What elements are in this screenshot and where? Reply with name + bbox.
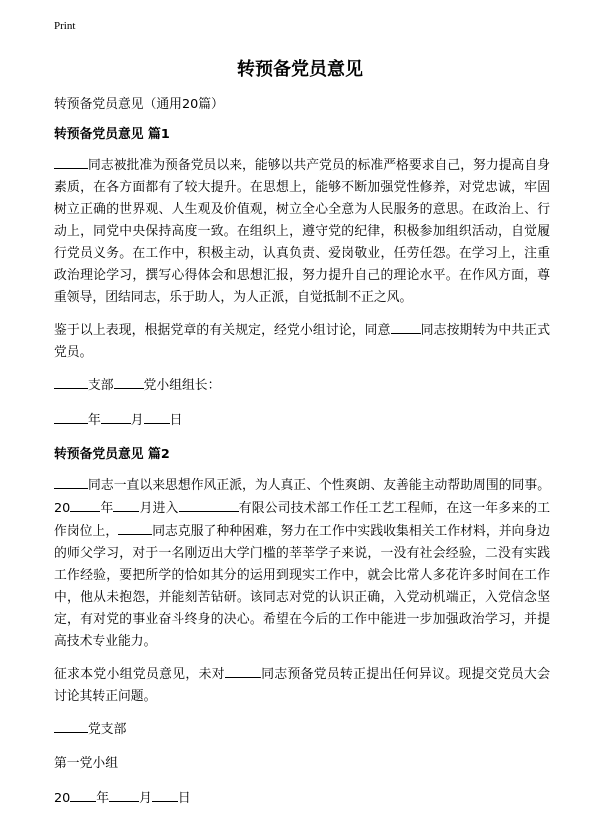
section-1-heading: 转预备党员意见 篇1 bbox=[54, 127, 170, 142]
section-2-branch-line bbox=[54, 718, 550, 741]
section-1-year-label: 年 bbox=[88, 413, 101, 428]
print-link[interactable]: Print bbox=[54, 20, 76, 32]
section-2-date-line bbox=[54, 787, 550, 810]
section-2-year-label: 年 bbox=[96, 791, 110, 806]
day-blank bbox=[144, 409, 170, 424]
section-2-day-label: 日 bbox=[177, 791, 191, 806]
section-2-paragraph-1-text-e: 有限公司技术部工作任工艺工程师，在这一年多来的工作岗位上， bbox=[54, 501, 550, 539]
section-2-paragraph-1-text-c: 年 bbox=[100, 501, 114, 516]
section-2-paragraph-1-text-f: 同志克服了种种困难，努力在工作中实践收集相关工作材料，并向身边的师父学习，对于一名刚迈出大学门槛的莘莘学子来说，一没有社会经验，二没有实践工作经验，要把所学的恰如其分的运用到现实工作中，就会比常人多花许多时间在工作中，他从未抱怨，并能刻苦钻研。该同志对党的认识正确，入党动机端正，入党信念坚定，有对党的事业奋斗终身的决心。希望在今后的工作中能进一步加强政治学习，并提高技术专业能力。 bbox=[54, 524, 551, 649]
branch-blank bbox=[54, 718, 88, 733]
section-1-date-line bbox=[54, 409, 550, 432]
page-title: 转预备党员意见 bbox=[237, 59, 363, 80]
section-2-paragraph-2 bbox=[54, 663, 550, 708]
section-2-paragraph-1-text-d: 月进入 bbox=[139, 501, 179, 516]
section-1-paragraph-1-text: 同志被批准为预备党员以来，能够以共产党员的标准严格要求自己，努力提高自身素质，在各方面都有了较大提升。在思想上，能够不断加强党性修养，对党忠诚，牢固树立正确的世界观、人生观及价值观，树立全心全意为人民服务的意思。在政治上、行动上，同党中央保持高度一致。在组织上，遵守党的纪律，积极参加组织活动，自觉履行党员义务。在工作中，积极主动，认真负责、爱岗敬业，任劳任怨。在学习上，注重政治理论学习，撰写心得体会和思想汇报，努力提升自己的理论水平。在作风方面，尊重领导，团结同志，乐于助人，为人正派，自觉抵制不正之风。 bbox=[54, 158, 550, 305]
section-1-paragraph-1 bbox=[54, 154, 550, 309]
section-1-month-label: 月 bbox=[130, 413, 144, 428]
month-blank bbox=[113, 497, 139, 512]
name-blank bbox=[225, 663, 261, 678]
section-1-paragraph-2-text-a: 鉴于以上表现，根据党章的有关规定，经党小组讨论，同意 bbox=[54, 323, 391, 338]
section-2-date-prefix: 20 bbox=[54, 791, 71, 806]
year-blank bbox=[54, 409, 88, 424]
name-blank bbox=[54, 154, 88, 169]
name-blank bbox=[118, 520, 152, 535]
name-blank bbox=[391, 319, 421, 334]
section-1-paragraph-2-text-b: 同志按期转为中共正式党员。 bbox=[54, 323, 551, 360]
name-blank bbox=[54, 474, 88, 489]
leader-blank bbox=[114, 374, 144, 389]
section-2-paragraph-2-text-a: 征求本党小组党员意见，未对 bbox=[54, 667, 225, 682]
section-1-paragraph-2 bbox=[54, 319, 550, 364]
year-blank bbox=[70, 787, 96, 802]
section-2-paragraph-1-text-b: 20 bbox=[54, 501, 71, 516]
month-blank bbox=[109, 787, 139, 802]
section-2-month-label: 月 bbox=[139, 791, 152, 806]
document-body bbox=[54, 94, 550, 822]
day-blank bbox=[152, 787, 178, 802]
section-1-leader-label: 党小组组长： bbox=[143, 378, 221, 393]
section-2-group-line: 第一党小组 bbox=[54, 756, 118, 771]
section-1-branch-label: 支部 bbox=[88, 378, 114, 393]
document-subtitle: 转预备党员意见（通用20篇） bbox=[54, 97, 224, 112]
month-blank bbox=[101, 409, 131, 424]
section-2-paragraph-1-text-a: 同志一直以来思想作风正派，为人真正、个性爽朗、友善能主动帮助周围的同事。 bbox=[88, 478, 550, 493]
year-blank bbox=[70, 497, 100, 512]
section-2-branch-label: 党支部 bbox=[88, 722, 127, 737]
branch-blank bbox=[54, 374, 88, 389]
section-2-paragraph-1 bbox=[54, 474, 550, 653]
section-2-paragraph-2-text-b: 同志预备党员转正提出任何异议。现提交党员大会讨论其转正问题。 bbox=[54, 667, 551, 704]
company-blank bbox=[179, 497, 239, 512]
section-1-day-label: 日 bbox=[169, 413, 183, 428]
section-2-heading: 转预备党员意见 篇2 bbox=[54, 447, 170, 462]
section-1-signature-line bbox=[54, 374, 550, 397]
